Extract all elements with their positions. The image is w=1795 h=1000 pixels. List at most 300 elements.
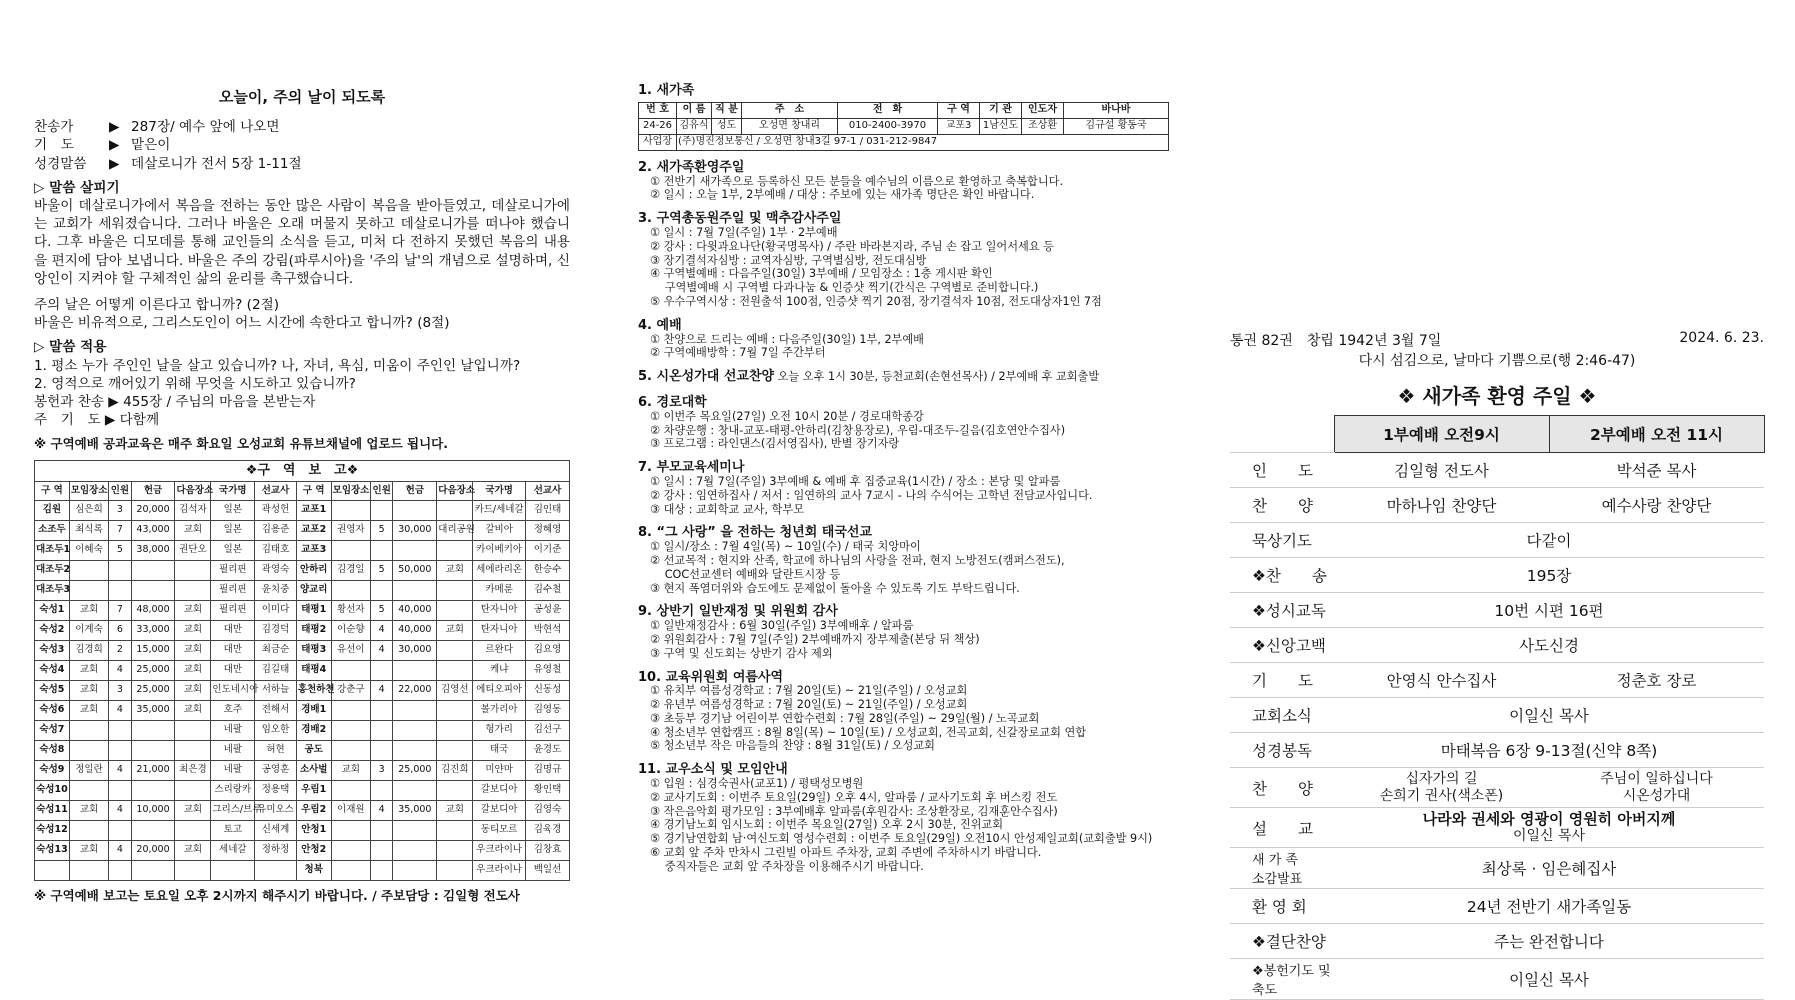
announcement-title-text: 5. 시온성가대 선교찬양 xyxy=(638,369,775,385)
report-cell: 미얀마 xyxy=(473,760,526,780)
report-cell xyxy=(331,700,370,720)
report-cell xyxy=(69,560,108,580)
report-cell: 필리핀 xyxy=(211,600,255,620)
report-cell: 르완다 xyxy=(473,640,526,660)
arrow-icon: ▶ xyxy=(109,119,120,136)
report-cell: 윤치중 xyxy=(255,580,297,600)
report-cell: 5 xyxy=(370,520,392,540)
report-cell: 숙성12 xyxy=(35,820,70,840)
report-cell: 유미오스 xyxy=(255,800,297,820)
arrow-icon: ▶ xyxy=(109,155,120,172)
report-cell xyxy=(131,740,175,760)
report-cell: 토고 xyxy=(211,820,255,840)
report-cell xyxy=(331,660,370,680)
order-value: 이일신 목사 xyxy=(1334,698,1764,733)
report-header-cell: 헌금 xyxy=(393,481,437,500)
announcement-line: ② 선교목적 : 현지와 산족, 학교에 하나님의 사랑을 전파, 현지 노방전도(캠퍼스전도), xyxy=(650,553,1065,567)
report-cell: 안청2 xyxy=(296,840,331,860)
report-cell: 숙성8 xyxy=(35,740,70,760)
nf-header-cell: 전 화 xyxy=(838,102,938,118)
list-item xyxy=(638,461,1178,516)
report-cell: 교회 xyxy=(437,800,473,820)
report-cell xyxy=(331,720,370,740)
report-cell: 교회 xyxy=(69,600,108,620)
header-row-label: 기 도 xyxy=(34,137,74,154)
report-cell: 숙성11 xyxy=(35,800,70,820)
report-cell: 3 xyxy=(109,680,131,700)
nf-header-cell: 인도자 xyxy=(1022,102,1064,118)
volume-info: 통권 82권 창립 1942년 3월 7일 xyxy=(1230,333,1442,349)
table-row xyxy=(1230,558,1764,593)
report-cell: 4 xyxy=(370,800,392,820)
order-value: 195장 xyxy=(1334,558,1764,593)
report-header-cell: 다음장소 xyxy=(175,481,211,500)
list-item xyxy=(638,605,1178,660)
report-cell: 탄자니아 xyxy=(473,600,526,620)
report-cell: 교포2 xyxy=(296,520,331,540)
report-cell: 김경일 xyxy=(331,560,370,580)
report-cell: 태평2 xyxy=(296,620,331,640)
announcement-line: ③ 프로그램 : 라인댄스(김서영집사), 반별 장기자랑 xyxy=(650,437,900,451)
report-cell: 4 xyxy=(370,640,392,660)
report-cell: 교회 xyxy=(437,620,473,640)
report-cell: 30,000 xyxy=(393,640,437,660)
report-cell: 김인태 xyxy=(526,500,570,520)
report-cell: 카이베키아 xyxy=(473,540,526,560)
report-cell: 세네갈 xyxy=(211,840,255,860)
announcement-title xyxy=(638,370,1178,384)
header-row-value: 데살로니가 전서 5장 1-11절 xyxy=(131,155,302,172)
report-cell xyxy=(437,700,473,720)
report-cell xyxy=(393,580,437,600)
report-cell: 김선구 xyxy=(526,720,570,740)
table-row xyxy=(35,840,570,860)
table-row xyxy=(1230,453,1764,488)
report-cell xyxy=(437,540,473,560)
announcement-line: ④ 청소년부 연합캠프 : 8월 8일(목) ~ 10일(토) / 오성교회, 전곡교회, 신갈장로교회 연합 xyxy=(650,725,1087,739)
order-label: ❖봉헌기도 및 축도 xyxy=(1230,959,1334,1000)
report-cell: 48,000 xyxy=(131,600,175,620)
report-cell: 박현석 xyxy=(526,620,570,640)
order-label: 환 영 회 xyxy=(1230,889,1334,924)
announcement-line: ④ 구역별예배 : 다음주일(30일) 3부예배 / 모임장소 : 1층 게시판 확인 xyxy=(650,267,993,281)
order-label: 인 도 xyxy=(1230,453,1334,488)
report-header-cell: 모임장소 xyxy=(69,481,108,500)
announcement-line: ② 차량운행 : 창내-교포-태평-안하리(김창용장로), 우림-대조두-길음(김호연안수집사) xyxy=(650,423,1066,437)
report-cell xyxy=(69,580,108,600)
report-cell: 정하정 xyxy=(255,840,297,860)
report-cell: 대만 xyxy=(211,660,255,680)
report-cell: 이재원 xyxy=(331,800,370,820)
nf-cell: 1남신도 xyxy=(980,118,1022,134)
report-cell: 김영숙 xyxy=(526,800,570,820)
table-row xyxy=(1230,733,1764,768)
announcement-line: ③ 작은음악회 평가모임 : 3부예배후 알파룸(후원감사: 조상환장로, 김재훈안수집사) xyxy=(650,804,1058,818)
report-cell: 김경덕 xyxy=(255,620,297,640)
sermon-title: 나라와 권세와 영광이 영원히 아버지께 xyxy=(1422,809,1676,828)
order-value: 10번 시편 16편 xyxy=(1334,593,1764,628)
order-label: 설 교 xyxy=(1230,808,1334,848)
report-cell: 교회 xyxy=(69,680,108,700)
report-cell: 4 xyxy=(109,760,131,780)
report-cell: 홍천하천 xyxy=(296,680,331,700)
report-cell: 갈비아 xyxy=(473,520,526,540)
announcement-title xyxy=(638,212,1178,226)
nf-header-cell: 주 소 xyxy=(742,102,838,118)
report-cell: 네팔 xyxy=(211,760,255,780)
report-cell: 교회 xyxy=(69,840,108,860)
announcement-title-text: 8. “그 사랑” 을 전하는 청년회 태국선교 xyxy=(638,525,873,541)
theme-verse: 다시 섬김으로, 날마다 기쁨으로(행 2:46-47) xyxy=(1358,353,1636,369)
announcement-line: ② 구역예배방학 : 7월 7일 주간부터 xyxy=(650,346,826,360)
report-cell: 갈보디아 xyxy=(473,780,526,800)
report-cell: 우크라이나 xyxy=(473,840,526,860)
table-row xyxy=(1230,663,1764,698)
arrow-icon: ▶ xyxy=(109,137,120,154)
report-cell xyxy=(370,540,392,560)
report-cell: 숙성2 xyxy=(35,620,70,640)
report-cell xyxy=(331,860,370,880)
order-value: 24년 전반기 새가족일동 xyxy=(1334,889,1764,924)
report-cell xyxy=(437,740,473,760)
report-cell: 교회 xyxy=(69,800,108,820)
announcement-line: ③ 장기결석자심방 : 교역자심방, 구역별심방, 전도대심방 xyxy=(650,253,927,267)
nf-header-cell: 이 름 xyxy=(677,102,712,118)
report-cell: 김영동 xyxy=(526,700,570,720)
order-label: 기 도 xyxy=(1230,663,1334,698)
report-cell: 대조두1 xyxy=(35,540,70,560)
report-cell xyxy=(393,740,437,760)
report-cell: 김수철 xyxy=(526,580,570,600)
report-cell: 헝가리 xyxy=(473,720,526,740)
announcement-line: ③ 초등부 경기남 어린이부 연합수련회 : 7월 28일(주일) ~ 29일(월) / 노곡교회 xyxy=(650,711,1040,725)
report-cell xyxy=(393,780,437,800)
table-row xyxy=(35,820,570,840)
table-row xyxy=(35,860,570,880)
announcement-line: ⑤ 경기남연합회 남·여신도회 영성수련회 : 이번주 토요일(29일) 오전10시 안성제일교회(교회출발 9시) xyxy=(650,832,1153,846)
report-cell: 숙성4 xyxy=(35,660,70,680)
report-cell xyxy=(109,860,131,880)
report-cell: 5 xyxy=(370,600,392,620)
announcement-line: ③ 구역 및 신도회는 상반기 감사 제외 xyxy=(650,646,833,660)
nf-header-cell: 직 분 xyxy=(712,102,742,118)
youtube-notice: ※ 구역예배 공과교육은 매주 화요일 오성교회 유튜브채널에 업로드 됩니다. xyxy=(34,436,448,452)
report-cell: 교회 xyxy=(175,520,211,540)
report-cell: 경배2 xyxy=(296,720,331,740)
report-cell: 김영선 xyxy=(437,680,473,700)
report-title: ❖구 역 보 고❖ xyxy=(35,460,570,481)
report-cell: 김요영 xyxy=(526,640,570,660)
table-row xyxy=(1230,889,1764,924)
worship-title: ❖ 새가족 환영 주일 ❖ xyxy=(1397,384,1597,408)
report-cell: 네팔 xyxy=(211,720,255,740)
report-cell: 소사벌 xyxy=(296,760,331,780)
nf-header-cell: 구 역 xyxy=(938,102,980,118)
announcement-title xyxy=(638,526,1178,540)
announcements-column xyxy=(638,84,1178,874)
report-cell: 김육경 xyxy=(526,820,570,840)
nf-cell: 성도 xyxy=(712,118,742,134)
order-value-service1: 십자가의 길 손희기 권사(색소폰) xyxy=(1334,768,1549,808)
nf-cell: 조상환 xyxy=(1022,118,1064,134)
service-1-header: 1부예배 오전9시 xyxy=(1334,416,1549,453)
report-cell xyxy=(331,500,370,520)
report-cell xyxy=(437,860,473,880)
report-cell: 김석자 xyxy=(175,500,211,520)
report-cell: 권단오 xyxy=(175,540,211,560)
nf-header-cell: 바나바 xyxy=(1064,102,1169,118)
closing-hymn: 봉헌과 찬송 ▶ 455장 / 주님의 마음을 본받는자 xyxy=(34,394,316,411)
announcement-line: 중직자들은 교회 앞 주차장을 이용해주시기 바랍니다. xyxy=(650,859,924,873)
report-cell xyxy=(437,840,473,860)
table-row xyxy=(1230,523,1764,558)
report-cell: 2 xyxy=(109,640,131,660)
report-cell xyxy=(255,860,297,880)
report-cell: 필리핀 xyxy=(211,560,255,580)
order-label: ❖찬 송 xyxy=(1230,558,1334,593)
report-cell xyxy=(370,580,392,600)
announcement-title-note: 오늘 오후 1시 30분, 등천교회(손현선목사) / 2부예배 후 교회출발 xyxy=(774,370,1100,384)
announcement-title-text: 7. 부모교육세미나 xyxy=(638,460,745,476)
report-cell: 정용택 xyxy=(255,780,297,800)
report-cell: 35,000 xyxy=(131,700,175,720)
nf-cell: 오성면 창내리 xyxy=(742,118,838,134)
table-row xyxy=(35,580,570,600)
report-cell: 공도 xyxy=(296,740,331,760)
table-row xyxy=(1230,488,1764,523)
report-cell xyxy=(393,660,437,680)
order-label: 묵상기도 xyxy=(1230,523,1334,558)
announcement-line: ① 찬양으로 드리는 예배 : 다음주일(30일) 1부, 2부예배 xyxy=(650,332,924,346)
nf-cell: 24-26 xyxy=(639,118,677,134)
report-cell: 갈보디아 xyxy=(473,800,526,820)
report-cell xyxy=(370,500,392,520)
table-row xyxy=(35,720,570,740)
report-cell: 25,000 xyxy=(131,680,175,700)
announcement-line: ① 일시 : 7월 7일(주일) 1부 · 2부예배 xyxy=(650,225,838,239)
report-cell: 21,000 xyxy=(131,760,175,780)
announcement-line: ① 일시 : 7월 7일(주일) 3부예배 & 예배 후 집중교육(1시간) / 장소 : 본당 및 알파룸 xyxy=(650,474,1061,488)
report-cell xyxy=(175,560,211,580)
table-row xyxy=(35,540,570,560)
report-cell: 숙성5 xyxy=(35,680,70,700)
bulletin-header xyxy=(1230,330,1764,350)
report-cell: 3 xyxy=(370,760,392,780)
header-row-value: 맡은이 xyxy=(131,137,171,154)
order-label: ❖결단찬양 xyxy=(1230,924,1334,959)
list-item xyxy=(638,763,1178,873)
report-cell: 숙성13 xyxy=(35,840,70,860)
announcement-title-text: 9. 상반기 일반재정 및 위원회 감사 xyxy=(638,604,838,620)
report-cell: 38,000 xyxy=(131,540,175,560)
report-cell: 대만 xyxy=(211,620,255,640)
report-cell xyxy=(109,720,131,740)
report-cell xyxy=(131,780,175,800)
report-cell: 김명규 xyxy=(526,760,570,780)
table-row xyxy=(35,780,570,800)
report-cell: 인도네시아 xyxy=(211,680,255,700)
announcement-line: ⑤ 청소년부 작은 마음들의 찬양 : 8월 31일(토) / 오성교회 xyxy=(650,739,935,753)
new-family-table xyxy=(638,102,1169,151)
report-cell: 50,000 xyxy=(393,560,437,580)
order-value: 마태복음 6장 9-13절(신약 8쪽) xyxy=(1334,733,1764,768)
bible-study-column xyxy=(34,88,570,905)
report-cell: 세에라리온 xyxy=(473,560,526,580)
report-cell xyxy=(131,560,175,580)
report-cell: 김원 xyxy=(35,500,70,520)
order-value: 주는 완전합니다 xyxy=(1334,924,1764,959)
report-cell: 호주 xyxy=(211,700,255,720)
report-cell: 5 xyxy=(109,540,131,560)
report-cell xyxy=(393,720,437,740)
table-row xyxy=(1230,959,1764,1000)
report-cell: 교회 xyxy=(331,760,370,780)
question-1: 주의 날은 어떻게 이른다고 합니까? (2절) xyxy=(34,297,280,314)
report-cell: 황선자 xyxy=(331,600,370,620)
header-row xyxy=(34,155,570,173)
announcement-line: ① 이번주 목요일(27일) 오전 10시 20분 / 경로대학종강 xyxy=(650,409,924,423)
report-cell xyxy=(437,660,473,680)
report-cell xyxy=(393,860,437,880)
worship-order-table xyxy=(1230,415,1765,1000)
announcement-line: ③ 대상 : 교회학교 교사, 학부모 xyxy=(650,502,805,516)
report-cell: 교회 xyxy=(175,680,211,700)
table-row xyxy=(1230,924,1764,959)
table-row xyxy=(1230,848,1764,889)
announcement-line: ① 유치부 여름성경학교 : 7월 20일(토) ~ 21일(주일) / 오성교회 xyxy=(650,684,968,698)
report-cell xyxy=(211,860,255,880)
order-label: ❖성시교독 xyxy=(1230,593,1334,628)
report-cell xyxy=(393,820,437,840)
report-cell: 4 xyxy=(109,800,131,820)
announcement-title-text: 6. 경로대학 xyxy=(638,394,707,410)
table-row xyxy=(35,700,570,720)
report-cell: 유선이 xyxy=(331,640,370,660)
report-cell: 소조두 xyxy=(35,520,70,540)
report-cell: 4 xyxy=(109,840,131,860)
section-observe-title: ▷ 말씀 살피기 xyxy=(34,179,120,196)
report-cell: 교회 xyxy=(175,660,211,680)
order-label: ❖신앙고백 xyxy=(1230,628,1334,663)
announcement-title-text: 3. 구역총동원주일 및 맥추감사주일 xyxy=(638,211,842,227)
table-row xyxy=(639,118,1169,134)
report-cell: 숙성9 xyxy=(35,760,70,780)
report-cell: 숙성10 xyxy=(35,780,70,800)
report-cell: 신세계 xyxy=(255,820,297,840)
report-cell: 4 xyxy=(109,700,131,720)
report-cell: 이계숙 xyxy=(69,620,108,640)
report-cell: 청북 xyxy=(296,860,331,880)
report-header-cell: 국가명 xyxy=(211,481,255,500)
announcement-title xyxy=(638,605,1178,619)
announcement-line: ② 유년부 여름성경학교 : 7월 20일(토) ~ 21일(주일) / 오성교회 xyxy=(650,698,968,712)
table-row xyxy=(35,520,570,540)
announcement-line: 구역별예배 시 구역별 다과나눔 & 인증샷 찍기(간식은 구역별로 준비합니다.) xyxy=(650,281,1039,295)
order-value-service2: 박석준 목사 xyxy=(1549,453,1764,488)
report-header-cell: 구 역 xyxy=(296,481,331,500)
list-item xyxy=(638,161,1178,202)
report-cell: 숙성3 xyxy=(35,640,70,660)
report-cell xyxy=(437,580,473,600)
report-cell: 교회 xyxy=(175,600,211,620)
table-row xyxy=(1230,768,1764,808)
report-cell xyxy=(331,540,370,560)
report-cell xyxy=(109,820,131,840)
report-cell xyxy=(393,540,437,560)
report-cell: 교포3 xyxy=(296,540,331,560)
report-cell: 숙성1 xyxy=(35,600,70,620)
report-cell: 김태호 xyxy=(255,540,297,560)
announcement-line: ⑤ 우수구역시상 : 전원출석 100점, 인증샷 찍기 20점, 장기결석자 10점, 전도대상자1인 7점 xyxy=(650,294,1102,308)
report-cell xyxy=(370,700,392,720)
header-row-label: 찬송가 xyxy=(34,119,74,136)
order-label: 새 가 족 소감발표 xyxy=(1230,848,1334,889)
report-cell: 안하리 xyxy=(296,560,331,580)
report-cell xyxy=(370,820,392,840)
report-cell: 이혜숙 xyxy=(69,540,108,560)
report-cell xyxy=(69,780,108,800)
report-cell: 10,000 xyxy=(131,800,175,820)
report-footer-note: ※ 구역예배 보고는 토요일 오후 2시까지 해주시기 바랍니다. / 주보담당 : 김일형 전도사 xyxy=(34,887,520,903)
report-header-cell: 국가명 xyxy=(473,481,526,500)
announcement-title-text: 2. 새가족환영주일 xyxy=(638,159,745,175)
closing-prayer: 주 기 도 ▶ 다함께 xyxy=(34,412,160,429)
report-cell: 33,000 xyxy=(131,620,175,640)
order-value: 이일신 목사 xyxy=(1334,959,1764,1000)
report-cell xyxy=(131,720,175,740)
report-cell: 7 xyxy=(109,520,131,540)
header-row xyxy=(34,118,570,136)
report-cell: 윤경도 xyxy=(526,740,570,760)
report-cell: 숙성6 xyxy=(35,700,70,720)
report-cell: 일본 xyxy=(211,540,255,560)
report-cell xyxy=(393,700,437,720)
report-cell: 25,000 xyxy=(393,760,437,780)
nf-cell: 교포3 xyxy=(938,118,980,134)
report-cell xyxy=(393,500,437,520)
report-cell: 우림2 xyxy=(296,800,331,820)
announcement-line: ④ 경기남노회 임시노회 : 이번주 목요일(27일) 오후 2시 30분, 진위교회 xyxy=(650,818,1004,832)
report-cell xyxy=(131,860,175,880)
report-cell: 서하늘 xyxy=(255,680,297,700)
order-value-service1: 마하나임 찬양단 xyxy=(1334,488,1549,523)
report-cell: 4 xyxy=(370,680,392,700)
nf-workplace-label: 사업장 xyxy=(639,134,677,150)
order-label: 성경봉독 xyxy=(1230,733,1334,768)
table-row xyxy=(1230,698,1764,733)
report-cell: 대조두2 xyxy=(35,560,70,580)
order-value: 사도신경 xyxy=(1334,628,1764,663)
report-cell xyxy=(175,740,211,760)
report-cell xyxy=(437,640,473,660)
report-cell: 안청1 xyxy=(296,820,331,840)
order-value-service2: 예수사랑 찬양단 xyxy=(1549,488,1764,523)
report-cell: 유영철 xyxy=(526,660,570,680)
report-cell xyxy=(370,840,392,860)
announcement-title xyxy=(638,763,1178,777)
report-header-cell: 구 역 xyxy=(35,481,70,500)
report-cell: 이순향 xyxy=(331,620,370,640)
report-cell xyxy=(109,780,131,800)
announcement-title xyxy=(638,671,1178,685)
report-cell xyxy=(331,840,370,860)
sermon-cell xyxy=(1334,808,1764,848)
report-cell: 숙성7 xyxy=(35,720,70,740)
nf-workplace-value: (주)명진정보통신 / 오성면 창내3길 97-1 / 031-212-9847 xyxy=(677,134,1169,150)
report-cell: 김길태 xyxy=(255,660,297,680)
report-cell: 대조두3 xyxy=(35,580,70,600)
report-cell xyxy=(437,780,473,800)
